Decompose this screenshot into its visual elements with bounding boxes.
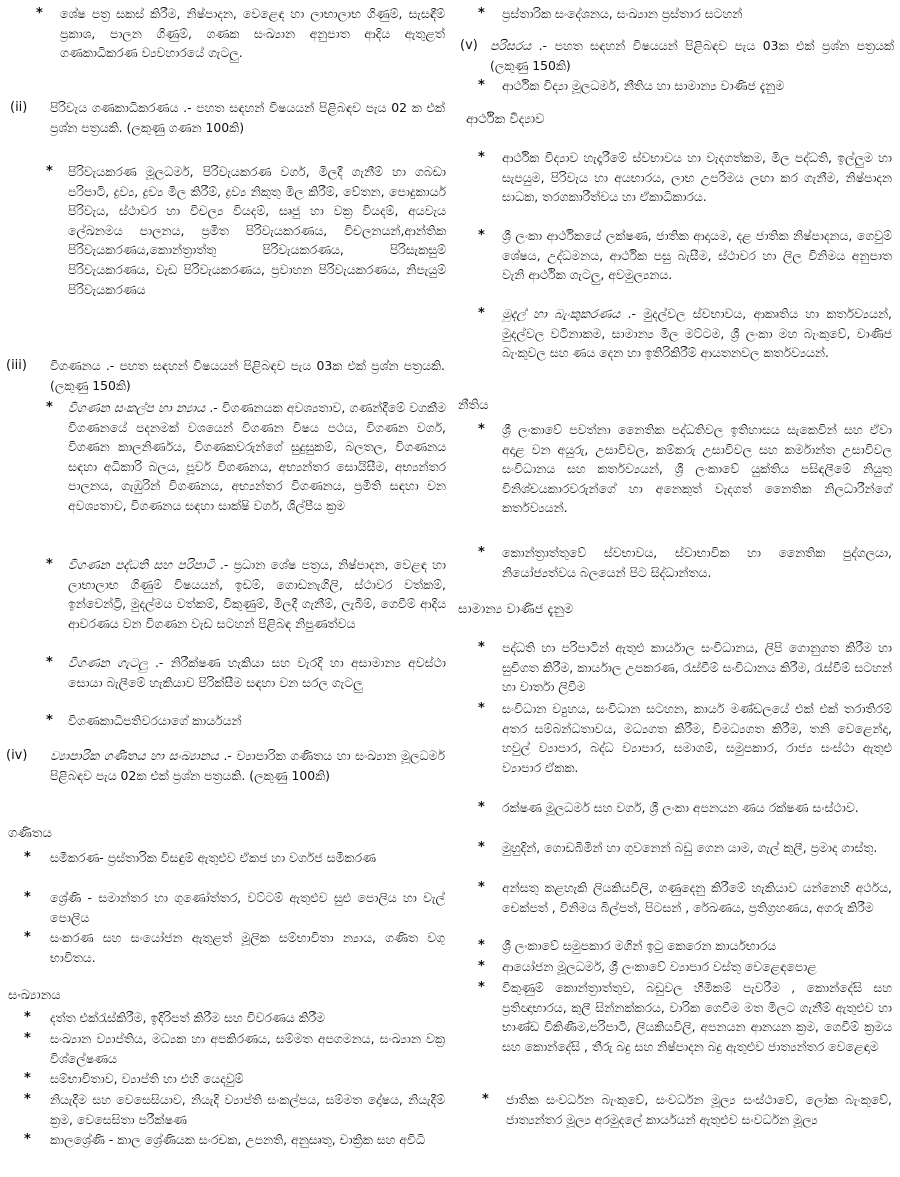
general-commerce-heading: සාමාන්‍ය වාණිජ දැනුම xyxy=(458,602,574,617)
bullet: * xyxy=(478,545,485,560)
bullet: * xyxy=(478,422,485,437)
investment-item: ආයෝජන මූලධර්ම, ශ්‍රී ලංකාවේ ව්‍යාපාර වස්තු වෙළෙඳපොළ xyxy=(502,959,817,974)
mathematics-heading: ගණිතය xyxy=(8,826,52,841)
section-iii-heading: විගණනය .- පහත සඳහන් විෂයයන් පිළිබඳව පැය 03ක එක් ප්‍රශ්න පත්‍රයකි.(ලකුණු 150කි) xyxy=(50,358,445,393)
section-v-subjects: ආර්ථික විද්‍යා මූලධර්ම, නීතිය හා සාමාන්‍ය වාණිජ දැනුම xyxy=(502,78,785,93)
bullet: * xyxy=(478,800,485,815)
law-heading: නීතිය xyxy=(458,398,489,413)
organization-structure-item: සංවිධාන ව්‍යුහය, සංවිධාන සටහන, කාර්ය මණ්ඩලයේ එක් එක් තරාතිරම් අතර සම්බන්ධතාවය, මධ්‍යගත කිරීම, විමධ්‍යගත කිරීම, තනි වෙළෙන්දා, හවුල් ව්‍යාපාර, බද්ධ ව්‍යාපාර, සමාගම්, සමුපකාර, රාජ්‍ය සංස්ථා ඇතුළු ව්‍යාපාර ඒකක. xyxy=(502,701,892,775)
office-organization-item: පද්ධති හා පරිපාටින් ඇතුළු කාර්යාල සංවිධානය, ලිපි ගොනුගත කිරීම හා සුචිගත කිරීම, කාර්යාල උපකරණ, රැස්වීම් සංවිධානය කිරීම, රැස්වීම් සටහන් හා වාර්තා ලිවීම xyxy=(502,640,892,695)
economics-nature-item: ආර්ථික විද්‍යාව හැදෑරීමේ ස්වභාවය හා වැදගත්කම, මිල පද්ධති, ඉල්ලුම හා සැපයුම, පිරිවැය හා අයභාරය, ලාභ උපරිමය ලඟා කර ගැනීම, නිෂ්පාදන සාධක, තරගකාරීත්වය හා ඒකාධිකාරය. xyxy=(502,150,892,205)
contract-item: කොන්ත්‍රාත්තුවේ ස්වභාවය, ස්වාභාවික හා නෛතික පුද්ගලයා, නියෝජ්‍යත්වය බලයෙන් පිට සිද්ධාන්තය. xyxy=(502,545,892,580)
audit-concepts-text: .- විගණනයක අවශ්‍යතාව, ගණන්දීමේ වගකීම විගණනයේ පදනමක් වශයෙන් විගණන විෂය පථය, විගණන වර්ග, විගණන කාලනිර්ණය, විගණකවරුන්ගේ සුදුසුකම්, බලතල, විගණනය සඳහා අධිකාරි බලය, පූර්ව විගණනය, අභ්‍යන්තර සොයිසීම, අභ්‍යන්තර පාලනය, ගැඹුරින් විගණනය, අභ්‍යන්තර විගණනය, ප්‍රමිති සඳහා වන අවශ්‍යතාව, විගණනය සඳහා සාක්ෂි වර්ග, ශිල්පීය ක්‍රම xyxy=(68,400,446,513)
bullet: * xyxy=(24,930,31,945)
audit-problems-item xyxy=(68,653,446,692)
graphical-presentation-item: ප්‍රස්තාරික සංදේශනය, සංඛ්‍යාන ප්‍රස්තාර සටහන් xyxy=(502,6,743,21)
bullet: * xyxy=(24,1092,31,1107)
bullet: * xyxy=(36,6,43,21)
section-v-number: (v) xyxy=(460,38,478,53)
math-series-item: ශ්‍රේණි - සමාන්තර හා ගුණෝත්තර, වට්ටම් ඇතුළුව සුළු පොලිය හා වැල් පොලිය xyxy=(50,890,445,925)
economics-heading: ආර්ථික විද්‍යාව xyxy=(466,112,545,127)
section-ii-heading: පිරිවැය ගණකාධිකරණය .- පහත සඳහන් විෂයයන් පිළිබඳව පැය 02 ක එක් ප්‍රශ්න පත්‍රයකි. (ලකුණු ගණන 100කි) xyxy=(50,100,445,135)
section-iv-heading xyxy=(50,746,445,785)
bullet: * xyxy=(46,400,53,415)
math-equations-item: සමීකරණ- ප්‍රස්තාරික විසඳුම් ඇතුළුව ඒකජ හා වර්ගජ සමීකරණ xyxy=(50,850,376,865)
cooperatives-item: ශ්‍රී ලංකාවේ සමුපකාර මගින් ඉටු කෙරෙන කාර්යභාරය xyxy=(502,938,777,953)
development-finance-item: ජාතික සංවර්ධන බැංකුවේ, සංවර්ධන මූල්‍ය සංස්ථාවේ, ලෝක බැංකුවේ, ජාත්‍යන්තර මූල්‍ය අරමුදලේ කාර්යයන් ඇතුළුව සංවර්ධන මූල්‍ය xyxy=(506,1092,892,1127)
accounting-problems-item: ශේෂ පත්‍ර සකස් කිරීම, නිෂ්පාදන, වෙළෙඳ හා ලාභාලාභ ගිණුම්, සැසඳීම් ප්‍රකාශ, පාලන ගිණුම්, ගණක සංඛ්‍යාන අනුපාත ආදිය ඇතුළත් ගණකාධිකරණ ව්‍යවහාරයේ ගැටලු. xyxy=(60,6,445,61)
bullet: * xyxy=(46,713,53,728)
math-probability-item: සංකරණ සහ සංයෝජන ඇතුළත් මූලික සම්භාවිතා න්‍යාය, ගණිත වගු භාවිතය. xyxy=(50,930,445,965)
bullet: * xyxy=(46,557,53,572)
section-v-text: .- පහත සඳහන් විෂයයන් පිළිබඳව පැය 03ක එක් ප්‍රශ්න පත්‍රයක් (ලකුණු 150කි) xyxy=(490,38,894,73)
bullet: * xyxy=(478,150,485,165)
bullet: * xyxy=(24,1132,31,1147)
bullet: * xyxy=(24,1010,31,1025)
bullet: * xyxy=(478,701,485,716)
section-iii-number: (iii) xyxy=(6,358,27,373)
bullet: * xyxy=(478,938,485,953)
bullet: * xyxy=(478,306,485,321)
cost-accounting-topics: පිරිවැයකරණ මූලධර්ම, පිරිවැයකරණ වර්ග, මිලදී ගැනීම් හා ගබඩා පරිපාටි, ද්‍රව්‍ය, ද්‍රව්‍ය මිල කිරීම්, ද්‍රව්‍ය නිකුතු මිල කිරීම්, වේතන, පොදුකාර්ය පිරිවැය, ස්ථාවර හා විචල්‍ය වියදම්, සෘජු හා වක්‍ර වියදම්, අයවැය ලේඛනමය පාලනය, ප්‍රමිත පිරිවැයකරණය, විචලනයන්,ආන්තික පිරිවැයකරණය,කොන්ත්‍රාත්තු පිරිවැයකරණය, පිරිසැකසුම් පිරිවැයකරණය, වැඩ පිරිවැයකරණය, ප්‍රවාහන පිරිවැයකරණය, නිපැයුම් පිරිවැයකරණය xyxy=(68,164,446,297)
audit-concepts-item xyxy=(68,398,446,516)
sri-lanka-economy-item: ශ්‍රී ලංකා ආර්ථිකයේ ලක්ෂණ, ජාතික ආදායම, දළ ජාතික නිෂ්පාදනය, ගෙවුම් ශේෂය, උද්ධමනය, ආර්ථික පසු බැසීම, ස්ථාවර හා ලිල විනිමය අනුපාත වැනි ආර්ථික ගැටලු, අවමුල්‍යනය. xyxy=(502,228,892,283)
money-banking-text: .- මුදල්වල ස්වභාවය, ආකෘතිය හා කර්තව්‍යයන්, මුදල්වල වටිනාකම, සාමාන්‍ය මිල මට්ටම, ශ්‍රී ලංකා මහ බැංකුවේ, වාණිජ බැංකුවල සහ ණය දෙන හා ඉතිරිකිරීම් ආයතනවල කර්තව්‍යයන්. xyxy=(502,306,892,361)
bullet: * xyxy=(46,164,53,179)
section-v-heading xyxy=(490,36,894,75)
stat-probability-item: සම්භාවිතාව, ව්‍යාප්ති හා එහි යෙදවුම් xyxy=(50,1071,244,1086)
money-banking-item xyxy=(502,304,892,363)
stat-data-item: දත්ත එක්රැස්කිරීම, ඉදිරිපත් කිරීම සහ විවරණය කිරීම xyxy=(50,1010,326,1025)
bullet: * xyxy=(24,1071,31,1086)
bullet: * xyxy=(24,1031,31,1046)
money-banking-title: මුදල් හා බැංකුකරණය xyxy=(502,306,621,321)
audit-systems-title: විගණන පද්ධති සහ පරිපාටි xyxy=(68,557,215,572)
bullet: * xyxy=(478,228,485,243)
stat-sampling-item: නියැදීම සහ වෙසෙසියාව, නියැදි ව්‍යාප්ති සංකල්පය, සම්මත දෝෂය, නියැදීම් ක්‍රම, වෙසෙසිතා පරීක්ෂණ xyxy=(50,1092,445,1127)
section-iv-text: .- ව්‍යාපාරික ගණිතය හා සංඛ්‍යාන මූලධර්ම පිළිබඳව පැය 02ක එක් ප්‍රශ්න පත්‍රයකි. (ලකුණු 100කි) xyxy=(50,748,445,783)
stat-time-series-item: කාලශ්‍රේණි - කාල ශ්‍රේණියක සංරචක, උපනති, අනුසෘතු, චාක්‍රික සහ අවිධි xyxy=(50,1132,426,1147)
insurance-item: රක්ෂණ මූලධර්ම සහ වර්ග, ශ්‍රී ලංකා අපනයන ණය රක්ෂණ සංස්ථාව. xyxy=(502,800,859,815)
bullet: * xyxy=(478,6,485,21)
bullet: * xyxy=(478,78,485,93)
audit-problems-title: විගණන ගැටලු xyxy=(68,655,148,670)
audit-concepts-title: විගණන සංකල්ප හා න්‍යාය xyxy=(68,400,206,415)
bullet: * xyxy=(482,1092,489,1107)
audit-systems-text: .- ප්‍රධාන ශේෂ පත්‍රය, නිෂ්පාදන, වෙළඳ හා ලාභාලාභ ගිණුම් විෂයයන්, ඉඩම්, ගොඩනැගිලි, ස්ථාවර වත්කම්, ඉන්වෙන්ට්‍රි, මුදල්මය වත්කම්, විකුණුම්, මිලදී ගැනීම්, ලැබීම්, ගෙවීම් ආදිය ආවරණය වන විගණන වැඩ සටහන් පිළිබඳ නිපුණත්වය xyxy=(68,557,446,631)
bullet: * xyxy=(478,959,485,974)
bullet: * xyxy=(478,640,485,655)
bullet: * xyxy=(24,850,31,865)
bullet: * xyxy=(478,980,485,995)
auditor-general-item: විගණකාධිපතිවරයාගේ කාර්යයන් xyxy=(68,713,242,728)
negotiable-instruments-item: අන්සතු කළහැකි ලියකියවිලි, ගණුදෙනු කිරීමේ හැකියාව යන්නෙහි අර්ථය, චෙක්පත් , විනිමය බිල්පත්, පිටසන් , රේඛණය, ප්‍රතිග්‍රහණය, අගරු කිරීම xyxy=(502,880,892,915)
international-trade-item: විකුණුම් කොන්ත්‍රාත්තුව, බඩුවල හිමිකම් පැවරීම , කොන්දේසි සහ ප්‍රතිඥාභාරය, කුලී සින්නක්කරය, වාරික ගෙවීම මත මිලට ගැනීම් ඇතුළුව හා භාණ්ඩ විකිණීම,පරිපාටි, ලියකියවිලි, අපනයන ආනයන ක්‍රම, ගෙවීම් ක්‍රමය සහ කොන්දේසි , තීරු බදු සහ නිෂ්පාදන බදු ඇතුළුව ජාත්‍යන්තර වෙළෙඳාම xyxy=(502,980,892,1054)
audit-systems-item xyxy=(68,555,446,633)
section-iv-title: ව්‍යාපාරික ගණිතය හා සංඛ්‍යානය xyxy=(50,748,219,763)
bullet: * xyxy=(478,880,485,895)
statistics-heading: සංඛ්‍යානය xyxy=(8,988,61,1003)
section-ii-number: (ii) xyxy=(10,100,28,115)
section-iv-number: (iv) xyxy=(6,748,28,763)
section-v-title: පරිසරය xyxy=(490,38,532,53)
bullet: * xyxy=(478,840,485,855)
stat-distribution-item: සංඛ්‍යාන ව්‍යාප්තිය, මධ්‍යක හා අපකිරණය, සම්මත අපගමනය, සංඛ්‍යාන වක්‍ර විශ්ලේෂණය xyxy=(50,1031,445,1066)
bullet: * xyxy=(46,655,53,670)
bullet: * xyxy=(24,890,31,905)
audit-problems-text: .- නිරීක්ෂණ හැකියා සහ වැරදි හා අසාමාන්‍ය අවස්ථා සොයා බැලීමේ හැකියාව පිරික්සීම සඳහා වන සරල ගැටලු xyxy=(68,655,446,690)
legal-system-item: ශ්‍රී ලංකාවේ පවත්නා නෛතික පද්ධතිවල ඉතිහාසය සැකෙවින් සහ ඒවා අදාළ වන අයුරු, උසාවිවල, කම්කරු උසාවිවල සහ කර්මාන්ත උසාවිවල සංවිධානය සහ කර්තව්‍යයන්, ශ්‍රී ලංකාවේ යුක්තිය පසිඳලීමේ නියුතු විනිශ්චයකාරවරුන්ගේ හා අනෙකුත් වැදගත් නෛතික නිලධාරීන්ගේ කර්තව්‍යයන්. xyxy=(502,422,892,516)
transport-item: මුහුදින්, ගොඩබිමින් හා ගුවනෙන් බඩු ගෙන යාම, ගැල් කුලී, ප්‍රමාද ගාස්තු. xyxy=(502,840,878,855)
